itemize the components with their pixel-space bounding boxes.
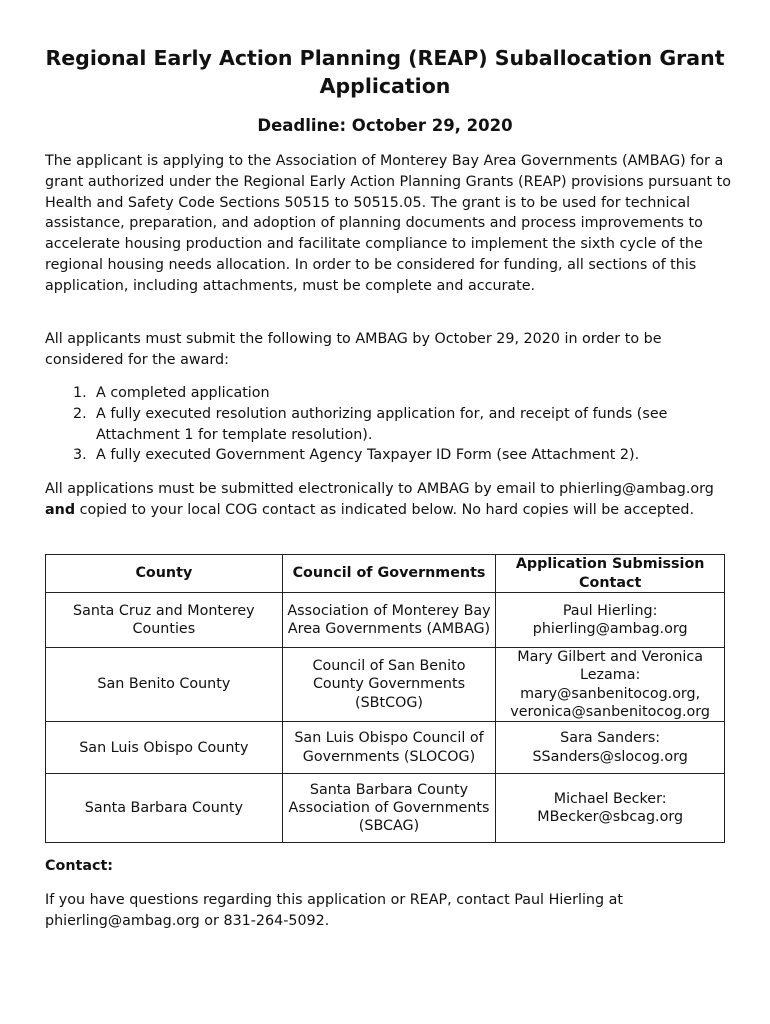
submission-text-a: All applications must be submitted electronically to AMBAG by email to phierling@ambag.org xyxy=(45,481,714,497)
submission-text-b: copied to your local COG contact as indicated below. No hard copies will be accepted. xyxy=(75,501,695,518)
list-number: 1. xyxy=(73,385,87,401)
cell-contact xyxy=(496,593,725,648)
contact-name: Michael Becker: xyxy=(553,790,667,807)
cell-contact xyxy=(496,774,725,843)
submission-bold-and: and xyxy=(45,501,76,518)
header-cog: Council of Governments xyxy=(282,555,496,593)
cell-cog: San Luis Obispo Council of Governments (SLOCOG) xyxy=(282,722,496,774)
cog-contact-table xyxy=(45,554,725,843)
cell-county: San Luis Obispo County xyxy=(46,722,283,774)
header-county: County xyxy=(46,555,283,593)
list-number: 3. xyxy=(73,447,87,464)
list-text: A completed application xyxy=(96,385,270,401)
page-title xyxy=(40,44,730,100)
list-number: 2. xyxy=(73,405,87,422)
contact-heading: Contact: xyxy=(45,858,114,874)
contact-email: mary@sanbenitocog.org, xyxy=(520,685,701,702)
contact-name: Mary Gilbert and Veronica Lezama: xyxy=(517,649,704,684)
list-text: A fully executed resolution authorizing application for, and receipt of funds (see Attachment 1 for template resolution). xyxy=(96,405,668,443)
requirements-list xyxy=(45,383,731,466)
contact-email: SSanders@slocog.org xyxy=(532,748,688,765)
table-row xyxy=(46,722,725,774)
cell-cog: Council of San Benito County Governments (SBtCOG) xyxy=(282,648,496,722)
list-item xyxy=(45,445,731,466)
title-line-2: Application xyxy=(319,74,451,98)
title-line-1: Regional Early Action Planning (REAP) Suballocation Grant xyxy=(45,46,725,70)
list-text: A fully executed Government Agency Taxpayer ID Form (see Attachment 2). xyxy=(96,447,640,464)
requirements-intro: All applicants must submit the following to AMBAG by October 29, 2020 in order to be considered for the award: xyxy=(45,331,662,368)
header-contact: Application Submission Contact xyxy=(496,555,725,593)
cell-cog: Association of Monterey Bay Area Governments (AMBAG) xyxy=(282,593,496,648)
table-row xyxy=(46,593,725,648)
contact-email: veronica@sanbenitocog.org xyxy=(510,703,711,720)
cell-county: Santa Barbara County xyxy=(46,774,283,843)
list-item xyxy=(45,404,731,446)
deadline-heading: Deadline: October 29, 2020 xyxy=(257,116,513,135)
cell-contact xyxy=(496,648,725,722)
cell-county: San Benito County xyxy=(46,648,283,722)
contact-email: phierling@ambag.org xyxy=(532,621,688,637)
submission-paragraph xyxy=(45,479,731,521)
contact-name: Paul Hierling: xyxy=(562,602,658,619)
cell-cog: Santa Barbara County Association of Governments (SBCAG) xyxy=(282,774,496,843)
contact-email: MBecker@sbcag.org xyxy=(537,809,684,826)
table-row xyxy=(46,648,725,722)
table-row xyxy=(46,774,725,843)
table-header-row xyxy=(46,555,725,593)
cell-contact xyxy=(496,722,725,774)
intro-paragraph: The applicant is applying to the Association of Monterey Bay Area Governments (AMBAG) for a grant authorized under the Regional Early Action Planning Grants (REAP) provisions pursuant to Health and Safety Code Sections 50515 to 50515.05. The grant is to be used for technical assistance, preparation, and adoption of planning documents and process improvements to accelerate housing production and facilitate compliance to implement the sixth cycle of the regional housing needs allocation. In order to be considered for funding, all sections of this application, including attachments, must be complete and accurate. xyxy=(45,153,732,294)
list-item xyxy=(45,383,731,404)
contact-paragraph: If you have questions regarding this application or REAP, contact Paul Hierling at phierling@ambag.org or 831-264-5092. xyxy=(45,892,623,929)
contact-name: Sara Sanders: xyxy=(560,730,661,747)
cell-county: Santa Cruz and Monterey Counties xyxy=(46,593,283,648)
